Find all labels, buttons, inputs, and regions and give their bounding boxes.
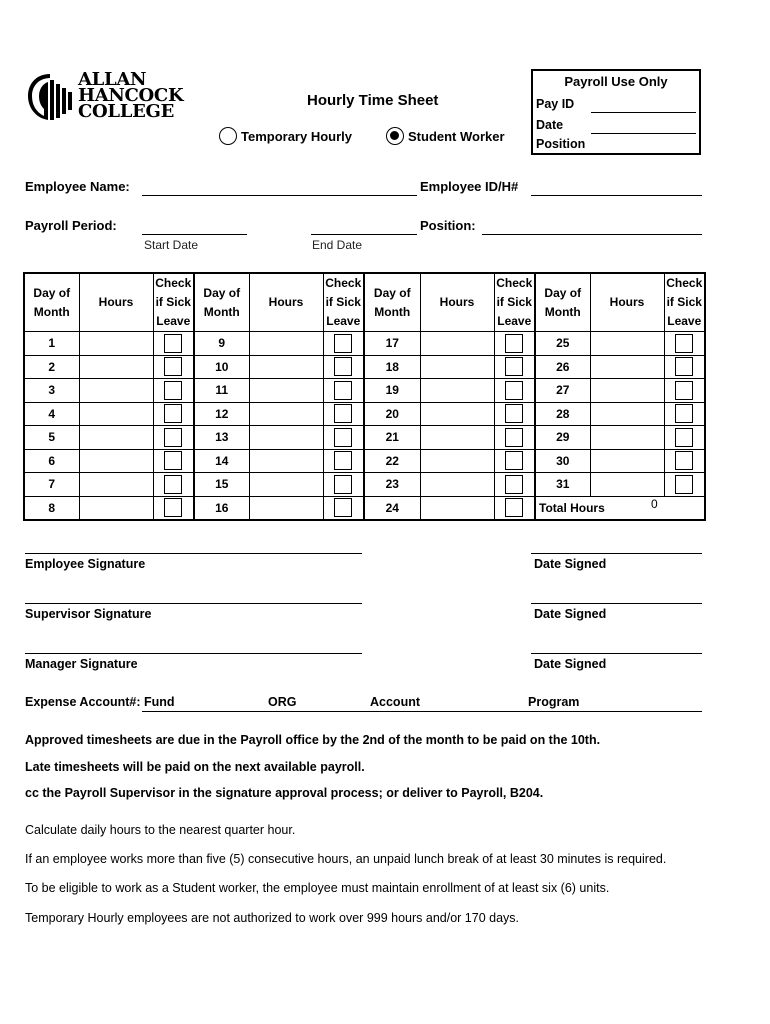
note-student-eligibility: To be eligible to work as a Student worker, the employee must maintain enrollment of at least six (6) units. [25,881,610,895]
day-of-month-cell: 23 [364,473,420,497]
sick-leave-checkbox[interactable] [164,334,182,353]
sick-leave-checkbox[interactable] [505,404,523,423]
sick-leave-checkbox[interactable] [164,498,182,517]
expense-account-name-label: Account [370,695,420,709]
day-of-month-cell: 18 [364,355,420,379]
payroll-box-heading: Payroll Use Only [564,74,668,89]
sick-leave-cell [323,426,364,450]
pay-position-label: Position [536,137,586,151]
table-row [24,402,705,426]
sick-leave-checkbox[interactable] [505,498,523,517]
sick-leave-header: Check if Sick Leave [153,273,194,332]
day-of-month-cell: 21 [364,426,420,450]
day-of-month-cell: 8 [24,496,79,520]
sick-leave-checkbox[interactable] [164,475,182,494]
start-date-caption: Start Date [144,238,199,252]
day-of-month-cell: 6 [24,449,79,473]
day-of-month-cell: 2 [24,355,79,379]
day-of-month-cell: 30 [535,449,590,473]
sick-leave-checkbox[interactable] [334,381,352,400]
radio-student-worker[interactable]: Student Worker [386,127,505,145]
sick-leave-checkbox[interactable] [505,428,523,447]
sick-leave-checkbox[interactable] [334,404,352,423]
note-cc-supervisor: cc the Payroll Supervisor in the signature approval process; or deliver to Payroll, B204. [25,786,544,800]
day-of-month-cell: 3 [24,379,79,403]
note-due-date: Approved timesheets are due in the Payroll office by the 2nd of the month to be paid on the 10th. [25,733,601,747]
note-lunch-break: If an employee works more than five (5) consecutive hours, an unpaid lunch break of at least 30 minutes is required. [25,852,667,866]
hours-input-cell[interactable] [420,379,494,403]
expense-org-label: ORG [268,695,297,709]
day-of-month-cell: 14 [194,449,249,473]
expense-account-line[interactable] [142,711,702,712]
radio-circle-icon [219,127,237,145]
supervisor-date-signed-label: Date Signed [534,607,607,621]
sick-leave-checkbox[interactable] [334,428,352,447]
hours-input-cell[interactable] [79,496,153,520]
sick-leave-cell [664,426,705,450]
hours-input-cell[interactable] [590,379,664,403]
sick-leave-cell [494,402,535,426]
day-of-month-cell: 13 [194,426,249,450]
day-of-month-cell: 9 [194,332,249,356]
day-of-month-cell: 11 [194,379,249,403]
sick-leave-checkbox[interactable] [334,357,352,376]
employee-date-line[interactable] [531,553,702,554]
hours-input-cell[interactable] [249,355,323,379]
employee-signature-line[interactable] [25,553,362,554]
sick-leave-checkbox[interactable] [164,357,182,376]
day-of-month-cell: 28 [535,402,590,426]
note-late-timesheets: Late timesheets will be paid on the next available payroll. [25,760,365,774]
hours-input-cell[interactable] [590,426,664,450]
day-of-month-cell: 10 [194,355,249,379]
sick-leave-checkbox[interactable] [675,428,693,447]
day-of-month-cell: 27 [535,379,590,403]
page-title: Hourly Time Sheet [307,92,439,109]
note-temporary-limit: Temporary Hourly employees are not authorized to work over 999 hours and/or 170 days. [25,911,520,925]
position-field[interactable] [482,234,702,235]
sick-leave-cell [323,402,364,426]
sick-leave-cell [153,426,194,450]
sick-leave-cell [323,449,364,473]
sick-leave-checkbox[interactable] [505,334,523,353]
hours-input-cell[interactable] [420,402,494,426]
hours-input-cell[interactable] [590,332,664,356]
position-label: Position: [420,218,476,233]
end-date-caption: End Date [312,238,363,252]
supervisor-signature-line[interactable] [25,603,362,604]
employee-id-field[interactable] [531,195,702,196]
employee-name-field[interactable] [142,195,417,196]
expense-program-label: Program [528,695,580,709]
day-of-month-header: Day of Month [24,273,79,332]
hours-input-cell[interactable] [249,402,323,426]
expense-account-label: Expense Account#: [25,695,141,709]
day-of-month-header: Day of Month [535,273,590,332]
total-hours-cell [535,496,705,520]
sick-leave-checkbox[interactable] [675,381,693,400]
supervisor-signature-label: Supervisor Signature [25,607,152,621]
sick-leave-checkbox[interactable] [675,404,693,423]
table-row [24,496,705,520]
sick-leave-cell [153,449,194,473]
hours-input-cell[interactable] [249,332,323,356]
hours-input-cell[interactable] [420,449,494,473]
hours-header: Hours [79,273,153,332]
hours-input-cell[interactable] [79,449,153,473]
hours-input-cell[interactable] [249,379,323,403]
sick-leave-cell [494,449,535,473]
hours-input-cell[interactable] [590,355,664,379]
manager-signature-line[interactable] [25,653,362,654]
hours-header: Hours [420,273,494,332]
sick-leave-header: Check if Sick Leave [323,273,364,332]
sick-leave-checkbox[interactable] [675,451,693,470]
pay-id-field[interactable] [591,112,696,113]
sick-leave-cell [323,379,364,403]
hours-input-cell[interactable] [420,426,494,450]
sick-leave-cell [494,355,535,379]
sick-leave-cell [153,496,194,520]
note-quarter-hour: Calculate daily hours to the nearest quarter hour. [25,823,296,837]
day-of-month-cell: 20 [364,402,420,426]
pay-date-field[interactable] [591,133,696,134]
payroll-use-only-box [531,69,701,155]
timesheet-table [23,272,706,521]
hours-header: Hours [590,273,664,332]
sick-leave-checkbox[interactable] [675,334,693,353]
day-of-month-cell: 29 [535,426,590,450]
sick-leave-cell [153,402,194,426]
sick-leave-checkbox[interactable] [675,357,693,376]
sick-leave-cell [664,449,705,473]
sick-leave-cell [664,355,705,379]
sick-leave-cell [664,379,705,403]
day-of-month-header: Day of Month [194,273,249,332]
sick-leave-cell [153,332,194,356]
day-of-month-header: Day of Month [364,273,420,332]
hours-input-cell[interactable] [249,473,323,497]
sick-leave-checkbox[interactable] [334,451,352,470]
supervisor-date-line[interactable] [531,603,702,604]
total-hours-label: Total Hours [539,500,605,515]
end-date-field[interactable] [311,234,417,235]
sick-leave-cell [153,355,194,379]
sick-leave-checkbox[interactable] [505,357,523,376]
day-of-month-cell: 24 [364,496,420,520]
day-of-month-cell: 17 [364,332,420,356]
hours-input-cell[interactable] [249,449,323,473]
sick-leave-checkbox[interactable] [164,428,182,447]
sick-leave-checkbox[interactable] [164,451,182,470]
hours-input-cell[interactable] [79,379,153,403]
table-row [24,449,705,473]
manager-date-signed-label: Date Signed [534,657,607,671]
sick-leave-header: Check if Sick Leave [664,273,705,332]
sick-leave-checkbox[interactable] [675,475,693,494]
day-of-month-cell: 4 [24,402,79,426]
sick-leave-cell [664,332,705,356]
hours-input-cell[interactable] [79,473,153,497]
day-of-month-cell: 22 [364,449,420,473]
hours-input-cell[interactable] [79,426,153,450]
day-of-month-cell: 12 [194,402,249,426]
employee-date-signed-label: Date Signed [534,557,607,571]
day-of-month-cell: 25 [535,332,590,356]
hours-input-cell[interactable] [590,473,664,497]
table-row [24,355,705,379]
hours-input-cell[interactable] [420,332,494,356]
sick-leave-cell [494,332,535,356]
day-of-month-cell: 26 [535,355,590,379]
radio-temporary-hourly[interactable]: Temporary Hourly [219,127,352,145]
hours-input-cell[interactable] [590,449,664,473]
sick-leave-checkbox[interactable] [164,381,182,400]
sick-leave-checkbox[interactable] [334,334,352,353]
radio-selected-icon [386,127,404,145]
hours-input-cell[interactable] [249,426,323,450]
hours-input-cell[interactable] [590,402,664,426]
sick-leave-cell [494,496,535,520]
day-of-month-cell: 31 [535,473,590,497]
hours-input-cell[interactable] [420,473,494,497]
expense-fund-label: Fund [144,695,175,709]
start-date-field[interactable] [142,234,247,235]
sick-leave-cell [494,379,535,403]
payroll-period-label: Payroll Period: [25,218,117,233]
sick-leave-checkbox[interactable] [164,404,182,423]
college-logo-text: ALLAN HANCOCK COLLEGE [78,69,184,122]
sick-leave-cell [494,426,535,450]
hours-input-cell[interactable] [420,355,494,379]
sick-leave-header: Check if Sick Leave [494,273,535,332]
manager-date-line[interactable] [531,653,702,654]
table-row [24,379,705,403]
sick-leave-checkbox[interactable] [505,475,523,494]
table-row [24,332,705,356]
day-of-month-cell: 15 [194,473,249,497]
sick-leave-cell [323,332,364,356]
college-logo [26,69,206,126]
sick-leave-checkbox[interactable] [505,381,523,400]
hours-input-cell[interactable] [79,402,153,426]
hours-input-cell[interactable] [420,496,494,520]
table-header-row [24,273,705,332]
manager-signature-label: Manager Signature [25,657,138,671]
day-of-month-cell: 5 [24,426,79,450]
table-row [24,473,705,497]
hours-input-cell[interactable] [249,496,323,520]
sick-leave-cell [323,355,364,379]
sick-leave-checkbox[interactable] [334,498,352,517]
day-of-month-cell: 7 [24,473,79,497]
sick-leave-checkbox[interactable] [505,451,523,470]
pay-date-label: Date [536,118,564,132]
college-logo-icon [26,72,74,122]
day-of-month-cell: 1 [24,332,79,356]
day-of-month-cell: 16 [194,496,249,520]
hours-input-cell[interactable] [79,332,153,356]
day-of-month-cell: 19 [364,379,420,403]
sick-leave-cell [323,496,364,520]
table-row [24,426,705,450]
sick-leave-cell [494,473,535,497]
sick-leave-cell [664,402,705,426]
employee-name-label: Employee Name: [25,179,130,194]
sick-leave-cell [153,473,194,497]
hours-input-cell[interactable] [79,355,153,379]
employee-signature-label: Employee Signature [25,557,146,571]
sick-leave-cell [664,473,705,497]
sick-leave-cell [323,473,364,497]
total-hours-value: 0 [651,496,658,511]
pay-id-label: Pay ID [536,97,575,111]
sick-leave-cell [153,379,194,403]
sick-leave-checkbox[interactable] [334,475,352,494]
hours-header: Hours [249,273,323,332]
employee-id-label: Employee ID/H# [420,179,519,194]
